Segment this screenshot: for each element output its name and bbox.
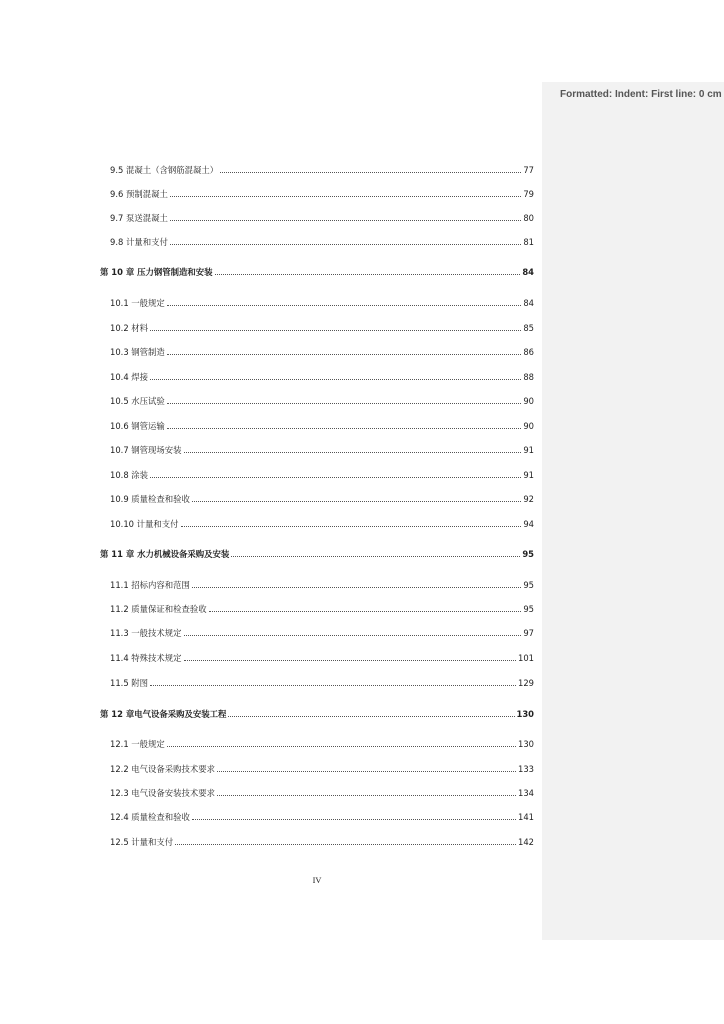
toc-entry-page: 141: [518, 812, 534, 822]
page-number: IV: [312, 876, 322, 885]
toc-entry-title: 9.7 泵送混凝土: [110, 213, 168, 223]
toc-section-entry[interactable]: [110, 371, 534, 383]
toc-dot-leader: [150, 330, 521, 331]
toc-chapter-entry[interactable]: [100, 548, 534, 560]
toc-entry-title: 10.6 钢管运输: [110, 421, 165, 431]
toc-entry-title: 10.10 计量和支付: [110, 519, 179, 529]
toc-section-entry[interactable]: [110, 763, 534, 775]
toc-dot-leader: [217, 771, 516, 772]
toc-section-entry[interactable]: [110, 836, 534, 848]
toc-entry-title: 12.1 一般规定: [110, 739, 165, 749]
toc-dot-leader: [167, 428, 522, 429]
toc-dot-leader: [192, 819, 516, 820]
toc-entry-page: 101: [518, 653, 534, 663]
toc-section-entry[interactable]: [110, 738, 534, 750]
toc-entry-page: 134: [518, 788, 534, 798]
toc-entry-title: 第 12 章电气设备采购及安装工程: [100, 709, 227, 719]
toc-entry-title: 10.4 焊接: [110, 372, 149, 382]
toc-section-entry[interactable]: [110, 188, 534, 200]
toc-section-entry[interactable]: [110, 627, 534, 639]
toc-dot-leader: [181, 526, 522, 527]
toc-dot-leader: [170, 220, 521, 221]
toc-entry-page: 97: [523, 628, 534, 638]
toc-entry-page: 142: [518, 837, 534, 847]
toc-dot-leader: [184, 452, 522, 453]
toc-dot-leader: [231, 556, 520, 557]
toc-section-entry[interactable]: [110, 652, 534, 664]
toc-dot-leader: [167, 746, 516, 747]
toc-entry-title: 10.3 钢管制造: [110, 347, 165, 357]
toc-entry-title: 10.1 一般规定: [110, 298, 165, 308]
toc-section-entry[interactable]: [110, 787, 534, 799]
toc-dot-leader: [167, 354, 522, 355]
toc-section-entry[interactable]: [110, 469, 534, 481]
toc-section-entry[interactable]: [110, 493, 534, 505]
toc-section-entry[interactable]: [110, 603, 534, 615]
toc-entry-page: 90: [523, 421, 534, 431]
toc-chapter-entry[interactable]: [100, 266, 534, 278]
toc-section-entry[interactable]: [110, 346, 534, 358]
toc-dot-leader: [175, 844, 516, 845]
toc-dot-leader: [167, 403, 522, 404]
toc-entry-page: 95: [522, 549, 534, 559]
toc-section-entry[interactable]: [110, 811, 534, 823]
toc-entry-title: 12.3 电气设备安装技术要求: [110, 788, 216, 798]
toc-section-entry[interactable]: [110, 395, 534, 407]
toc-dot-leader: [215, 274, 521, 275]
toc-entry-title: 第 11 章 水力机械设备采购及安装: [100, 549, 230, 559]
toc-section-entry[interactable]: [110, 420, 534, 432]
toc-entry-title: 10.5 水压试验: [110, 396, 165, 406]
toc-dot-leader: [170, 244, 521, 245]
comment-formatted-note[interactable]: Formatted: Indent: First line: 0 cm: [560, 89, 722, 100]
toc-entry-page: 129: [518, 678, 534, 688]
toc-dot-leader: [184, 635, 522, 636]
toc-entry-page: 133: [518, 764, 534, 774]
toc-section-entry[interactable]: [110, 164, 534, 176]
toc-entry-page: 84: [523, 298, 534, 308]
toc-entry-title: 11.3 一般技术规定: [110, 628, 182, 638]
toc-entry-page: 88: [523, 372, 534, 382]
toc-entry-title: 第 10 章 压力钢管制造和安装: [100, 267, 213, 277]
toc-entry-title: 11.2 质量保证和检查验收: [110, 604, 207, 614]
toc-entry-title: 11.1 招标内容和范围: [110, 580, 190, 590]
toc-section-entry[interactable]: [110, 677, 534, 689]
toc-entry-page: 86: [523, 347, 534, 357]
toc-entry-title: 9.5 混凝土（含钢筋混凝土）: [110, 165, 219, 175]
toc-entry-page: 90: [523, 396, 534, 406]
toc-entry-page: 94: [523, 519, 534, 529]
toc-entry-title: 10.8 涂装: [110, 470, 149, 480]
toc-entry-page: 77: [523, 165, 534, 175]
toc-entry-title: 12.5 计量和支付: [110, 837, 174, 847]
toc-dot-leader: [220, 172, 521, 173]
toc-dot-leader: [228, 716, 514, 717]
toc-section-entry[interactable]: [110, 518, 534, 530]
toc-dot-leader: [192, 501, 521, 502]
toc-dot-leader: [170, 196, 521, 197]
toc-entry-title: 9.8 计量和支付: [110, 237, 168, 247]
toc-entry-title: 10.2 材料: [110, 323, 149, 333]
toc-entry-page: 92: [523, 494, 534, 504]
toc-entry-page: 130: [518, 739, 534, 749]
toc-dot-leader: [167, 305, 522, 306]
toc-section-entry[interactable]: [110, 444, 534, 456]
toc-section-entry[interactable]: [110, 212, 534, 224]
toc-chapter-entry[interactable]: [100, 708, 534, 720]
toc-dot-leader: [150, 477, 521, 478]
toc-dot-leader: [217, 795, 516, 796]
toc-entry-page: 80: [523, 213, 534, 223]
toc-section-entry[interactable]: [110, 297, 534, 309]
toc-entry-title: 11.5 附图: [110, 678, 149, 688]
toc-dot-leader: [192, 587, 521, 588]
toc-entry-page: 81: [523, 237, 534, 247]
toc-section-entry[interactable]: [110, 322, 534, 334]
toc-entry-title: 10.7 钢管现场安装: [110, 445, 182, 455]
toc-dot-leader: [150, 685, 516, 686]
toc-dot-leader: [150, 379, 521, 380]
toc-entry-page: 91: [523, 470, 534, 480]
toc-entry-page: 84: [522, 267, 534, 277]
toc-entry-title: 9.6 预制混凝土: [110, 189, 168, 199]
toc-section-entry[interactable]: [110, 579, 534, 591]
toc-entry-title: 12.4 质量检查和验收: [110, 812, 190, 822]
toc-entry-page: 95: [523, 580, 534, 590]
toc-entry-title: 11.4 特殊技术规定: [110, 653, 182, 663]
toc-dot-leader: [184, 660, 516, 661]
toc-entry-page: 85: [523, 323, 534, 333]
toc-section-entry[interactable]: [110, 236, 534, 248]
toc-entry-page: 95: [523, 604, 534, 614]
toc-entry-page: 130: [516, 709, 534, 719]
toc-dot-leader: [209, 611, 522, 612]
toc-entry-page: 79: [523, 189, 534, 199]
toc-entry-title: 12.2 电气设备采购技术要求: [110, 764, 216, 774]
toc-entry-page: 91: [523, 445, 534, 455]
toc-entry-title: 10.9 质量检查和验收: [110, 494, 190, 504]
